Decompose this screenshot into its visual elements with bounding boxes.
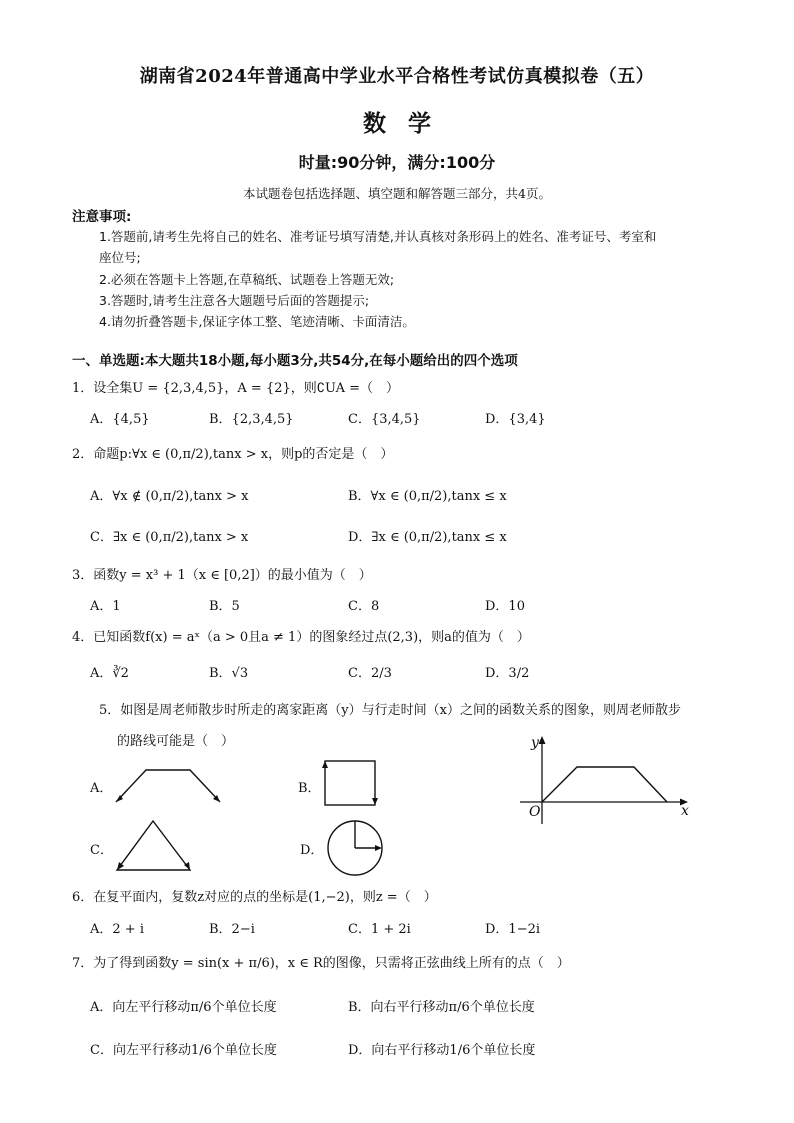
q4-option-a[interactable]: A．∛2 [90, 666, 129, 681]
note-item: 4.请勿折叠答题卡,保证字体工整、笔迹清晰、卡面清洁。 [99, 314, 415, 329]
question-7-stem: 7．为了得到函数y = sin(x + π/6)，x ∈ R的图像，只需将正弦曲线上所有的点（ ） [72, 956, 570, 971]
question-5-stem: 5．如图是周老师散步时所走的离家距离（y）与行走时间（x）之间的函数关系的图象，则周老师散步 [99, 703, 681, 718]
exam-title: 湖南省2024年普通高中学业水平合格性考试仿真模拟卷（五） [139, 66, 655, 87]
q1-option-d[interactable]: D．{3,4} [485, 412, 546, 427]
q7-option-d[interactable]: D．向右平行移动1/6个单位长度 [348, 1043, 536, 1058]
q2-option-c[interactable]: C．∃x ∈ (0,π/2),tanx > x [90, 530, 249, 545]
q6-option-a[interactable]: A．2 + i [90, 922, 144, 937]
note-item: 1.答题前,请考生先将自己的姓名、准考证号填写清楚,并认真核对条形码上的姓名、准考证号、考室和 [99, 229, 657, 244]
q7-option-b[interactable]: B．向右平行移动π/6个单位长度 [348, 1000, 535, 1015]
q2-option-a[interactable]: A．∀x ∉ (0,π/2),tanx > x [90, 489, 249, 504]
q3-option-d[interactable]: D．10 [485, 599, 525, 614]
q6-option-d[interactable]: D．1−2i [485, 922, 541, 937]
route-c-triangle [114, 818, 194, 874]
note-item: 3.答题时,请考生注意各大题题号后面的答题提示; [99, 293, 370, 308]
q1-option-b[interactable]: B．{2,3,4,5} [209, 412, 294, 427]
q6-option-c[interactable]: C．1 + 2i [348, 922, 411, 937]
q4-option-c[interactable]: C．2/3 [348, 666, 392, 681]
q2-option-d[interactable]: D．∃x ∈ (0,π/2),tanx ≤ x [348, 530, 507, 545]
exam-description: 本试题卷包括选择题、填空题和解答题三部分，共4页。 [243, 186, 551, 201]
question-5-stem-cont: 的路线可能是（ ） [117, 734, 235, 749]
q7-option-c[interactable]: C．向左平行移动1/6个单位长度 [90, 1043, 277, 1058]
subject-title: 数学 [363, 110, 453, 137]
q3-option-c[interactable]: C．8 [348, 599, 380, 614]
route-a-trapezoid [112, 766, 222, 806]
q5-option-d[interactable]: D． [300, 843, 324, 858]
question-1-stem: 1．设全集U = {2,3,4,5}，A = {2}，则∁UA =（ ） [72, 381, 400, 396]
notes-heading: 注意事项: [72, 209, 132, 225]
q2-option-b[interactable]: B．∀x ∈ (0,π/2),tanx ≤ x [348, 489, 507, 504]
question-6-stem: 6．在复平面内，复数z对应的点的坐标是(1,−2)，则z =（ ） [72, 890, 437, 905]
graph-x-label: x [681, 803, 689, 819]
q7-option-a[interactable]: A．向左平行移动π/6个单位长度 [90, 1000, 277, 1015]
q5-option-c[interactable]: C． [90, 843, 113, 858]
q5-option-a[interactable]: A． [90, 781, 113, 796]
note-item: 2.必须在答题卡上答题,在草稿纸、试题卷上答题无效; [99, 272, 395, 287]
route-b-square [322, 758, 378, 808]
q1-option-c[interactable]: C．{3,4,5} [348, 412, 421, 427]
q6-option-b[interactable]: B．2−i [209, 922, 255, 937]
graph-y-label: y [531, 735, 539, 751]
question-3-stem: 3．函数y = x³ + 1（x ∈ [0,2]）的最小值为（ ） [72, 568, 372, 583]
route-d-circle [326, 819, 384, 877]
graph-origin-label: O [529, 804, 541, 820]
note-item: 座位号; [99, 250, 141, 265]
q4-option-b[interactable]: B．√3 [209, 666, 249, 681]
q4-option-d[interactable]: D．3/2 [485, 666, 530, 681]
time-info: 时量:90分钟，满分:100分 [298, 153, 496, 172]
section-heading: 一、单选题:本大题共18小题,每小题3分,共54分,在每小题给出的四个选项 [72, 353, 518, 369]
q3-option-b[interactable]: B．5 [209, 599, 240, 614]
question-2-stem: 2．命题p:∀x ∈ (0,π/2),tanx > x，则p的否定是（ ） [72, 447, 394, 462]
distance-time-graph [520, 734, 695, 826]
q3-option-a[interactable]: A．1 [90, 599, 121, 614]
question-4-stem: 4．已知函数f(x) = aˣ（a > 0且a ≠ 1）的图象经过点(2,3)，则a的值为（ ） [72, 630, 530, 645]
q5-option-b[interactable]: B． [298, 781, 321, 796]
q1-option-a[interactable]: A．{4,5} [90, 412, 150, 427]
